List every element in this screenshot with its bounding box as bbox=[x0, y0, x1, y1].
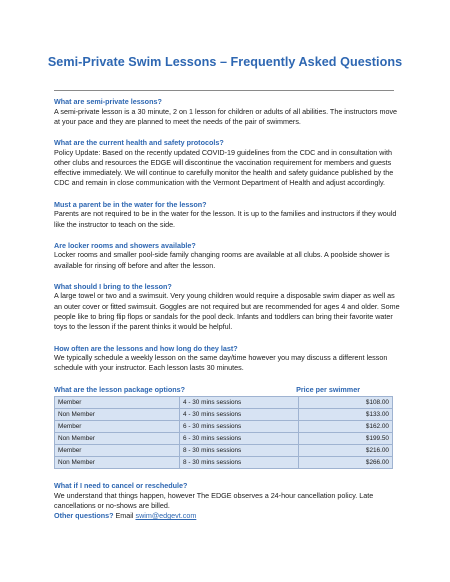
package-table-header bbox=[54, 385, 400, 394]
sessions-cell: 8 - 30 mins sessions bbox=[180, 457, 299, 469]
faq-question: What if I need to cancel or reschedule? bbox=[54, 481, 188, 491]
faq-item bbox=[54, 282, 400, 333]
membership-cell: Member bbox=[55, 445, 180, 457]
sessions-cell: 4 - 30 mins sessions bbox=[180, 396, 299, 408]
price-cell: $133.00 bbox=[299, 408, 393, 420]
faq-answer: We typically schedule a weekly lesson on the same day/time however you may discuss a different lesson schedule with your instructor. Each lesson lasts 30 minutes. bbox=[54, 353, 388, 373]
faq-answer: A large towel or two and a swimsuit. Very young children would require a disposable swim diaper as well as an outer cover or fitted swimsuit. Goggles are not required but are recommended for ages 4 and older. Some people like to bring flip flops or sandals for the pool deck. Infants and toddlers can bring their favorite water toys to the lesson if the parent thinks it would be helpful. bbox=[54, 291, 400, 332]
faq-item bbox=[54, 344, 400, 374]
faq-item bbox=[54, 241, 400, 271]
contact-label: Other questions? bbox=[54, 511, 114, 521]
faq-answer: Policy Update: Based on the recently updated COVID-19 guidelines from the CDC and in consultation with other clubs and resources the EDGE will discontinue the vaccination requirement for members and guests effective immediately. We will continue to carefully monitor the health and safety guidance published by the CDC and remain in close communication with the Vermont Department of Health and adjust accordingly. bbox=[54, 147, 394, 188]
table-row bbox=[55, 408, 393, 420]
sessions-cell: 4 - 30 mins sessions bbox=[180, 408, 299, 420]
membership-cell: Non Member bbox=[55, 457, 180, 469]
faq-answer: Parents are not required to be in the water for the lesson. It is up to the families and instructors if they would like the instructor to teach on the side. bbox=[54, 209, 397, 229]
faq-item bbox=[54, 481, 400, 511]
membership-cell: Member bbox=[55, 396, 180, 408]
faq-content bbox=[54, 97, 400, 521]
contact-line bbox=[54, 511, 400, 521]
page-title: Semi-Private Swim Lessons – Frequently Asked Questions bbox=[47, 55, 403, 69]
contact-prefix: Email bbox=[115, 511, 134, 521]
sessions-cell: 6 - 30 mins sessions bbox=[180, 420, 299, 432]
price-cell: $199.50 bbox=[299, 433, 393, 445]
table-row bbox=[55, 420, 393, 432]
faq-item bbox=[54, 97, 400, 127]
package-table bbox=[54, 396, 393, 470]
faq-item bbox=[54, 200, 400, 230]
table-row bbox=[55, 396, 393, 408]
faq-question: What should I bring to the lesson? bbox=[54, 281, 172, 291]
faq-answer: Locker rooms and smaller pool-side family changing rooms are available at all clubs. A poolside shower is available for rinsing off before and after the lesson. bbox=[54, 250, 390, 270]
faq-item bbox=[54, 138, 400, 189]
faq-question: Must a parent be in the water for the lesson? bbox=[54, 199, 207, 209]
faq-answer: A semi-private lesson is a 30 minute, 2 on 1 lesson for children or adults of all abilities. The instructors move at your pace and they are planned to meet the needs of the pair of swimmers. bbox=[54, 106, 398, 126]
email-link[interactable]: swim@edgevt.com bbox=[135, 511, 197, 521]
membership-cell: Member bbox=[55, 420, 180, 432]
price-cell: $266.00 bbox=[299, 457, 393, 469]
faq-answer: We understand that things happen, however The EDGE observes a 24-hour cancellation policy. Late cancellations or no-shows are billed. bbox=[54, 490, 374, 511]
membership-cell: Non Member bbox=[55, 433, 180, 445]
table-row bbox=[55, 457, 393, 469]
membership-cell: Non Member bbox=[55, 408, 180, 420]
sessions-cell: 8 - 30 mins sessions bbox=[180, 445, 299, 457]
price-cell: $216.00 bbox=[299, 445, 393, 457]
sessions-cell: 6 - 30 mins sessions bbox=[180, 433, 299, 445]
table-row bbox=[55, 445, 393, 457]
price-cell: $162.00 bbox=[299, 420, 393, 432]
faq-question: What are semi-private lessons? bbox=[54, 97, 162, 106]
faq-question: How often are the lessons and how long do they last? bbox=[54, 343, 238, 353]
price-heading: Price per swimmer bbox=[296, 384, 360, 394]
price-cell: $108.00 bbox=[299, 396, 393, 408]
package-heading: What are the lesson package options? bbox=[54, 384, 185, 394]
faq-question: What are the current health and safety protocols? bbox=[54, 138, 224, 148]
faq-question: Are locker rooms and showers available? bbox=[54, 240, 196, 250]
title-divider bbox=[54, 90, 394, 91]
table-row bbox=[55, 433, 393, 445]
